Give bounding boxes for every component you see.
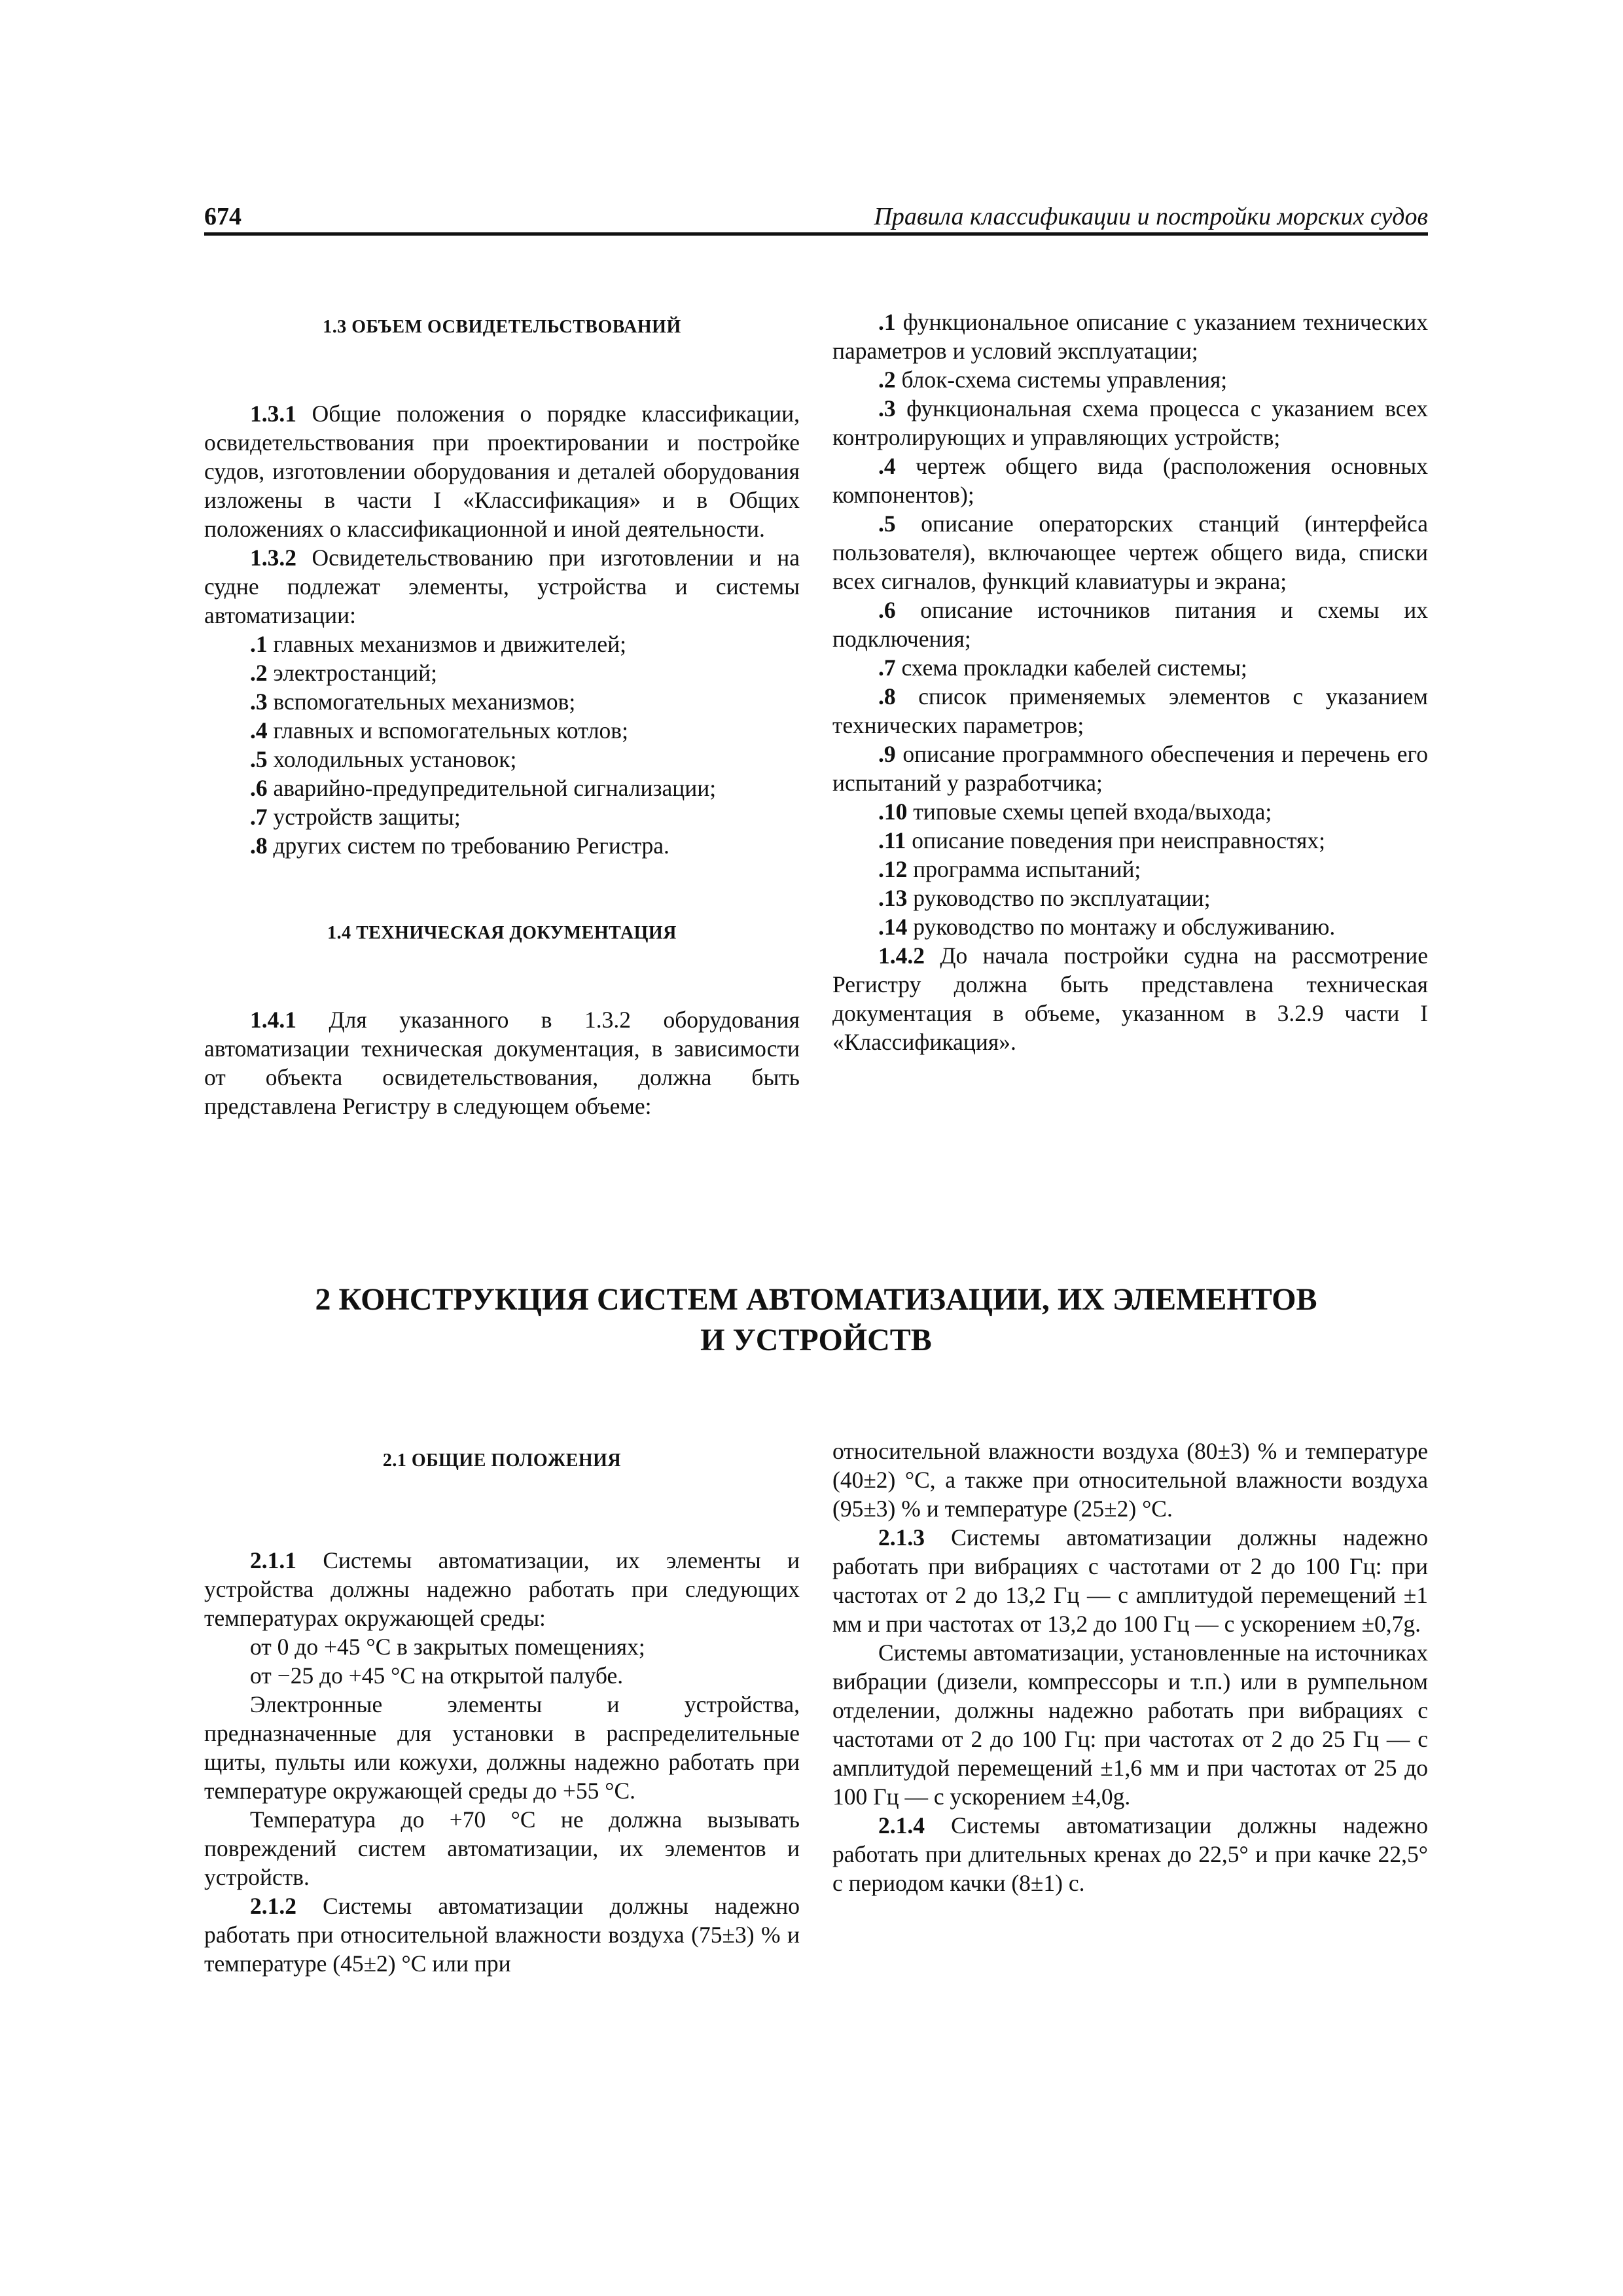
paragraph-text: Системы автоматизации должны надежно работать при относительной влажности воздуха (75±3) % и температуре (45±2) °С или при bbox=[204, 1893, 800, 1977]
lower-left-column bbox=[204, 1446, 800, 1978]
list-item-number: .4 bbox=[250, 717, 268, 744]
list-item-number: .6 bbox=[878, 597, 896, 623]
list-item-text: других систем по требованию Регистра. bbox=[267, 833, 669, 859]
list-item bbox=[832, 394, 1428, 452]
list-item-number: .9 bbox=[878, 741, 896, 767]
list-item-text: описание поведения при неисправностях; bbox=[906, 827, 1325, 853]
list-item-text: главных механизмов и движителей; bbox=[267, 631, 626, 657]
list-item-number: .11 bbox=[878, 827, 906, 853]
list-item bbox=[832, 912, 1428, 941]
list-item-number: .5 bbox=[250, 746, 268, 772]
list-item-number: .12 bbox=[878, 856, 908, 882]
list-item-text: список применяемых элементов с указанием технических параметров; bbox=[832, 683, 1428, 738]
list-item-text: холодильных установок; bbox=[267, 746, 517, 772]
list-item-number: .8 bbox=[878, 683, 896, 709]
paragraph-number: 1.3.2 bbox=[250, 545, 296, 571]
paragraph-2-1-4 bbox=[832, 1811, 1428, 1897]
list-item bbox=[204, 745, 800, 774]
paragraph-1-4-1 bbox=[204, 1005, 800, 1121]
list-item-number: .13 bbox=[878, 885, 908, 911]
paragraph-temperature-70: Температура до +70 °С не должна вызывать повреждений систем автоматизации, их элементов и устройств. bbox=[204, 1806, 800, 1890]
list-item-text: чертеж общего вида (расположения основных компонентов); bbox=[832, 453, 1428, 508]
paragraph-number: 1.4.2 bbox=[878, 942, 925, 969]
paragraph-number: 1.3.1 bbox=[250, 401, 296, 427]
list-item bbox=[204, 630, 800, 658]
page-number: 674 bbox=[204, 203, 241, 230]
list-item bbox=[832, 797, 1428, 826]
list-item-text: описание программного обеспечения и перечень его испытаний у разработчика; bbox=[832, 741, 1428, 796]
list-item-number: .10 bbox=[878, 798, 908, 825]
list-item bbox=[832, 365, 1428, 394]
list-item-text: руководство по монтажу и обслуживанию. bbox=[907, 914, 1336, 940]
list-item-text: вспомогательных механизмов; bbox=[267, 689, 576, 715]
paragraph-electronics: Электронные элементы и устройства, предназначенные для установки в распределительные щиты, пульты или кожухи, должны надежно работать при температуре окружающей среды до +55 °С. bbox=[204, 1691, 800, 1804]
paragraph-1-3-2 bbox=[204, 543, 800, 630]
list-item bbox=[832, 884, 1428, 912]
list-item bbox=[204, 831, 800, 860]
list-item-text: устройств защиты; bbox=[267, 804, 461, 830]
upper-left-column bbox=[204, 313, 800, 1121]
list-item-text: программа испытаний; bbox=[907, 856, 1141, 882]
paragraph-text: Системы автоматизации должны надежно работать при длительных кренах до 22,5° и при качке 22,5° с периодом качки (8±1) с. bbox=[832, 1812, 1428, 1896]
temperature-line-1: от 0 до +45 °С в закрытых помещениях; bbox=[250, 1634, 645, 1660]
list-item bbox=[832, 855, 1428, 884]
list-item-text: типовые схемы цепей входа/выхода; bbox=[907, 798, 1272, 825]
chapter-heading bbox=[204, 1280, 1428, 1361]
list-item bbox=[832, 682, 1428, 740]
list-item bbox=[832, 596, 1428, 653]
list-item bbox=[204, 716, 800, 745]
list-item-number: .3 bbox=[878, 395, 896, 422]
list-item-text: блок-схема системы управления; bbox=[895, 367, 1228, 393]
paragraph-2-1-3 bbox=[832, 1523, 1428, 1638]
section-heading-1-3: 1.3 ОБЪЕМ ОСВИДЕТЕЛЬСТВОВАНИЙ bbox=[323, 317, 681, 337]
list-item-text: схема прокладки кабелей системы; bbox=[895, 655, 1247, 681]
list-item-text: аварийно-предупредительной сигнализации; bbox=[267, 775, 717, 801]
list-item-text: электростанций; bbox=[267, 660, 437, 686]
section-heading-1-4: 1.4 ТЕХНИЧЕСКАЯ ДОКУМЕНТАЦИЯ bbox=[327, 923, 677, 943]
temperature-line-2: от −25 до +45 °С на открытой палубе. bbox=[250, 1662, 624, 1689]
list-item-text: описание операторских станций (интерфейса пользователя), включающее чертеж общего вида, списки всех сигналов, функций клавиатуры и экрана; bbox=[832, 511, 1428, 594]
list-item bbox=[204, 774, 800, 802]
list-item-number: .1 bbox=[878, 309, 896, 335]
list-item-number: .14 bbox=[878, 914, 908, 940]
list-item bbox=[832, 509, 1428, 596]
paragraph-2-1-1 bbox=[204, 1546, 800, 1632]
list-item bbox=[832, 308, 1428, 365]
chapter-heading-line-1: 2 КОНСТРУКЦИЯ СИСТЕМ АВТОМАТИЗАЦИИ, ИХ ЭЛЕМЕНТОВ bbox=[315, 1282, 1317, 1317]
list-item-text: функциональная схема процесса с указанием всех контролирующих и управляющих устройств; bbox=[832, 395, 1428, 450]
list-item-number: .7 bbox=[250, 804, 268, 830]
list-item-number: .4 bbox=[878, 453, 896, 479]
page-header bbox=[204, 200, 1428, 236]
paragraph-number: 2.1.3 bbox=[878, 1524, 925, 1551]
upper-right-column bbox=[832, 308, 1428, 1056]
list-item bbox=[832, 452, 1428, 509]
list-item bbox=[832, 826, 1428, 855]
list-item bbox=[204, 687, 800, 716]
list-item-number: .1 bbox=[250, 631, 268, 657]
paragraph-text: Системы автоматизации должны надежно работать при вибрациях с частотами от 2 до 100 Гц: при частотах от 2 до 13,2 Гц — с амплитудой перемещений ±1 мм и при частотах от 13,2 до 100 Гц — с ускорением ±0,7g. bbox=[832, 1524, 1428, 1637]
list-item-number: .8 bbox=[250, 833, 268, 859]
paragraph-number: 2.1.2 bbox=[250, 1893, 296, 1919]
list-item bbox=[832, 653, 1428, 682]
paragraph-1-4-2 bbox=[832, 941, 1428, 1056]
paragraph-text: Освидетельствованию при изготовлении и на судне подлежат элементы, устройства и системы автоматизации: bbox=[204, 545, 800, 628]
list-item-number: .6 bbox=[250, 775, 268, 801]
list-item-number: .5 bbox=[878, 511, 896, 537]
paragraph-text: Для указанного в 1.3.2 оборудования автоматизации техническая документация, в зависимости от объекта освидетельствования, должна быть представлена Регистру в следующем объеме: bbox=[204, 1007, 800, 1119]
list-item-number: .3 bbox=[250, 689, 268, 715]
paragraph-text: До начала постройки судна на рассмотрение Регистру должна быть представлена техническая документация в объеме, указанном в 3.2.9 части I «Классификация». bbox=[832, 942, 1428, 1055]
paragraph-text: Общие положения о порядке классификации, освидетельствования при проектировании и постройке судов, изготовлении оборудования и деталей оборудования изложены в части I «Классификация» и в Общих положениях о классификационной и иной деятельности. bbox=[204, 401, 800, 542]
paragraph-vibration-sources: Системы автоматизации, установленные на источниках вибрации (дизели, компрессоры и т.п.) или в румпельном отделении, должны надежно работать при вибрациях с частотами от 2 до 100 Гц: при частотах от 2 до 25 Гц — с амплитудой перемещений ±1,6 мм и при частотах от 25 до 100 Гц — с ускорением ±4,0g. bbox=[832, 1640, 1428, 1810]
section-heading-2-1: 2.1 ОБЩИЕ ПОЛОЖЕНИЯ bbox=[382, 1450, 622, 1471]
running-title: Правила классификации и постройки морских судов bbox=[874, 203, 1428, 230]
list-item-text: описание источников питания и схемы их подключения; bbox=[832, 597, 1428, 652]
chapter-heading-line-2: И УСТРОЙСТВ bbox=[700, 1323, 932, 1357]
paragraph-number: 2.1.4 bbox=[878, 1812, 925, 1839]
paragraph-1-3-1 bbox=[204, 399, 800, 543]
paragraph-text: Системы автоматизации, их элементы и устройства должны надежно работать при следующих температурах окружающей среды: bbox=[204, 1547, 800, 1631]
list-item-text: функциональное описание с указанием технических параметров и условий эксплуатации; bbox=[832, 309, 1428, 364]
list-item-number: .7 bbox=[878, 655, 896, 681]
list-item-text: руководство по эксплуатации; bbox=[907, 885, 1211, 911]
paragraph-2-1-2 bbox=[204, 1892, 800, 1978]
list-item bbox=[832, 740, 1428, 797]
paragraph-2-1-2-continued: относительной влажности воздуха (80±3) % и температуре (40±2) °С, а также при относительной влажности воздуха (95±3) % и температуре (25±2) °С. bbox=[832, 1438, 1428, 1522]
list-item-number: .2 bbox=[878, 367, 896, 393]
list-item-number: .2 bbox=[250, 660, 268, 686]
paragraph-number: 1.4.1 bbox=[250, 1007, 296, 1033]
paragraph-number: 2.1.1 bbox=[250, 1547, 296, 1573]
lower-right-column bbox=[832, 1437, 1428, 1897]
list-item-text: главных и вспомогательных котлов; bbox=[267, 717, 628, 744]
list-item bbox=[204, 658, 800, 687]
list-item bbox=[204, 802, 800, 831]
